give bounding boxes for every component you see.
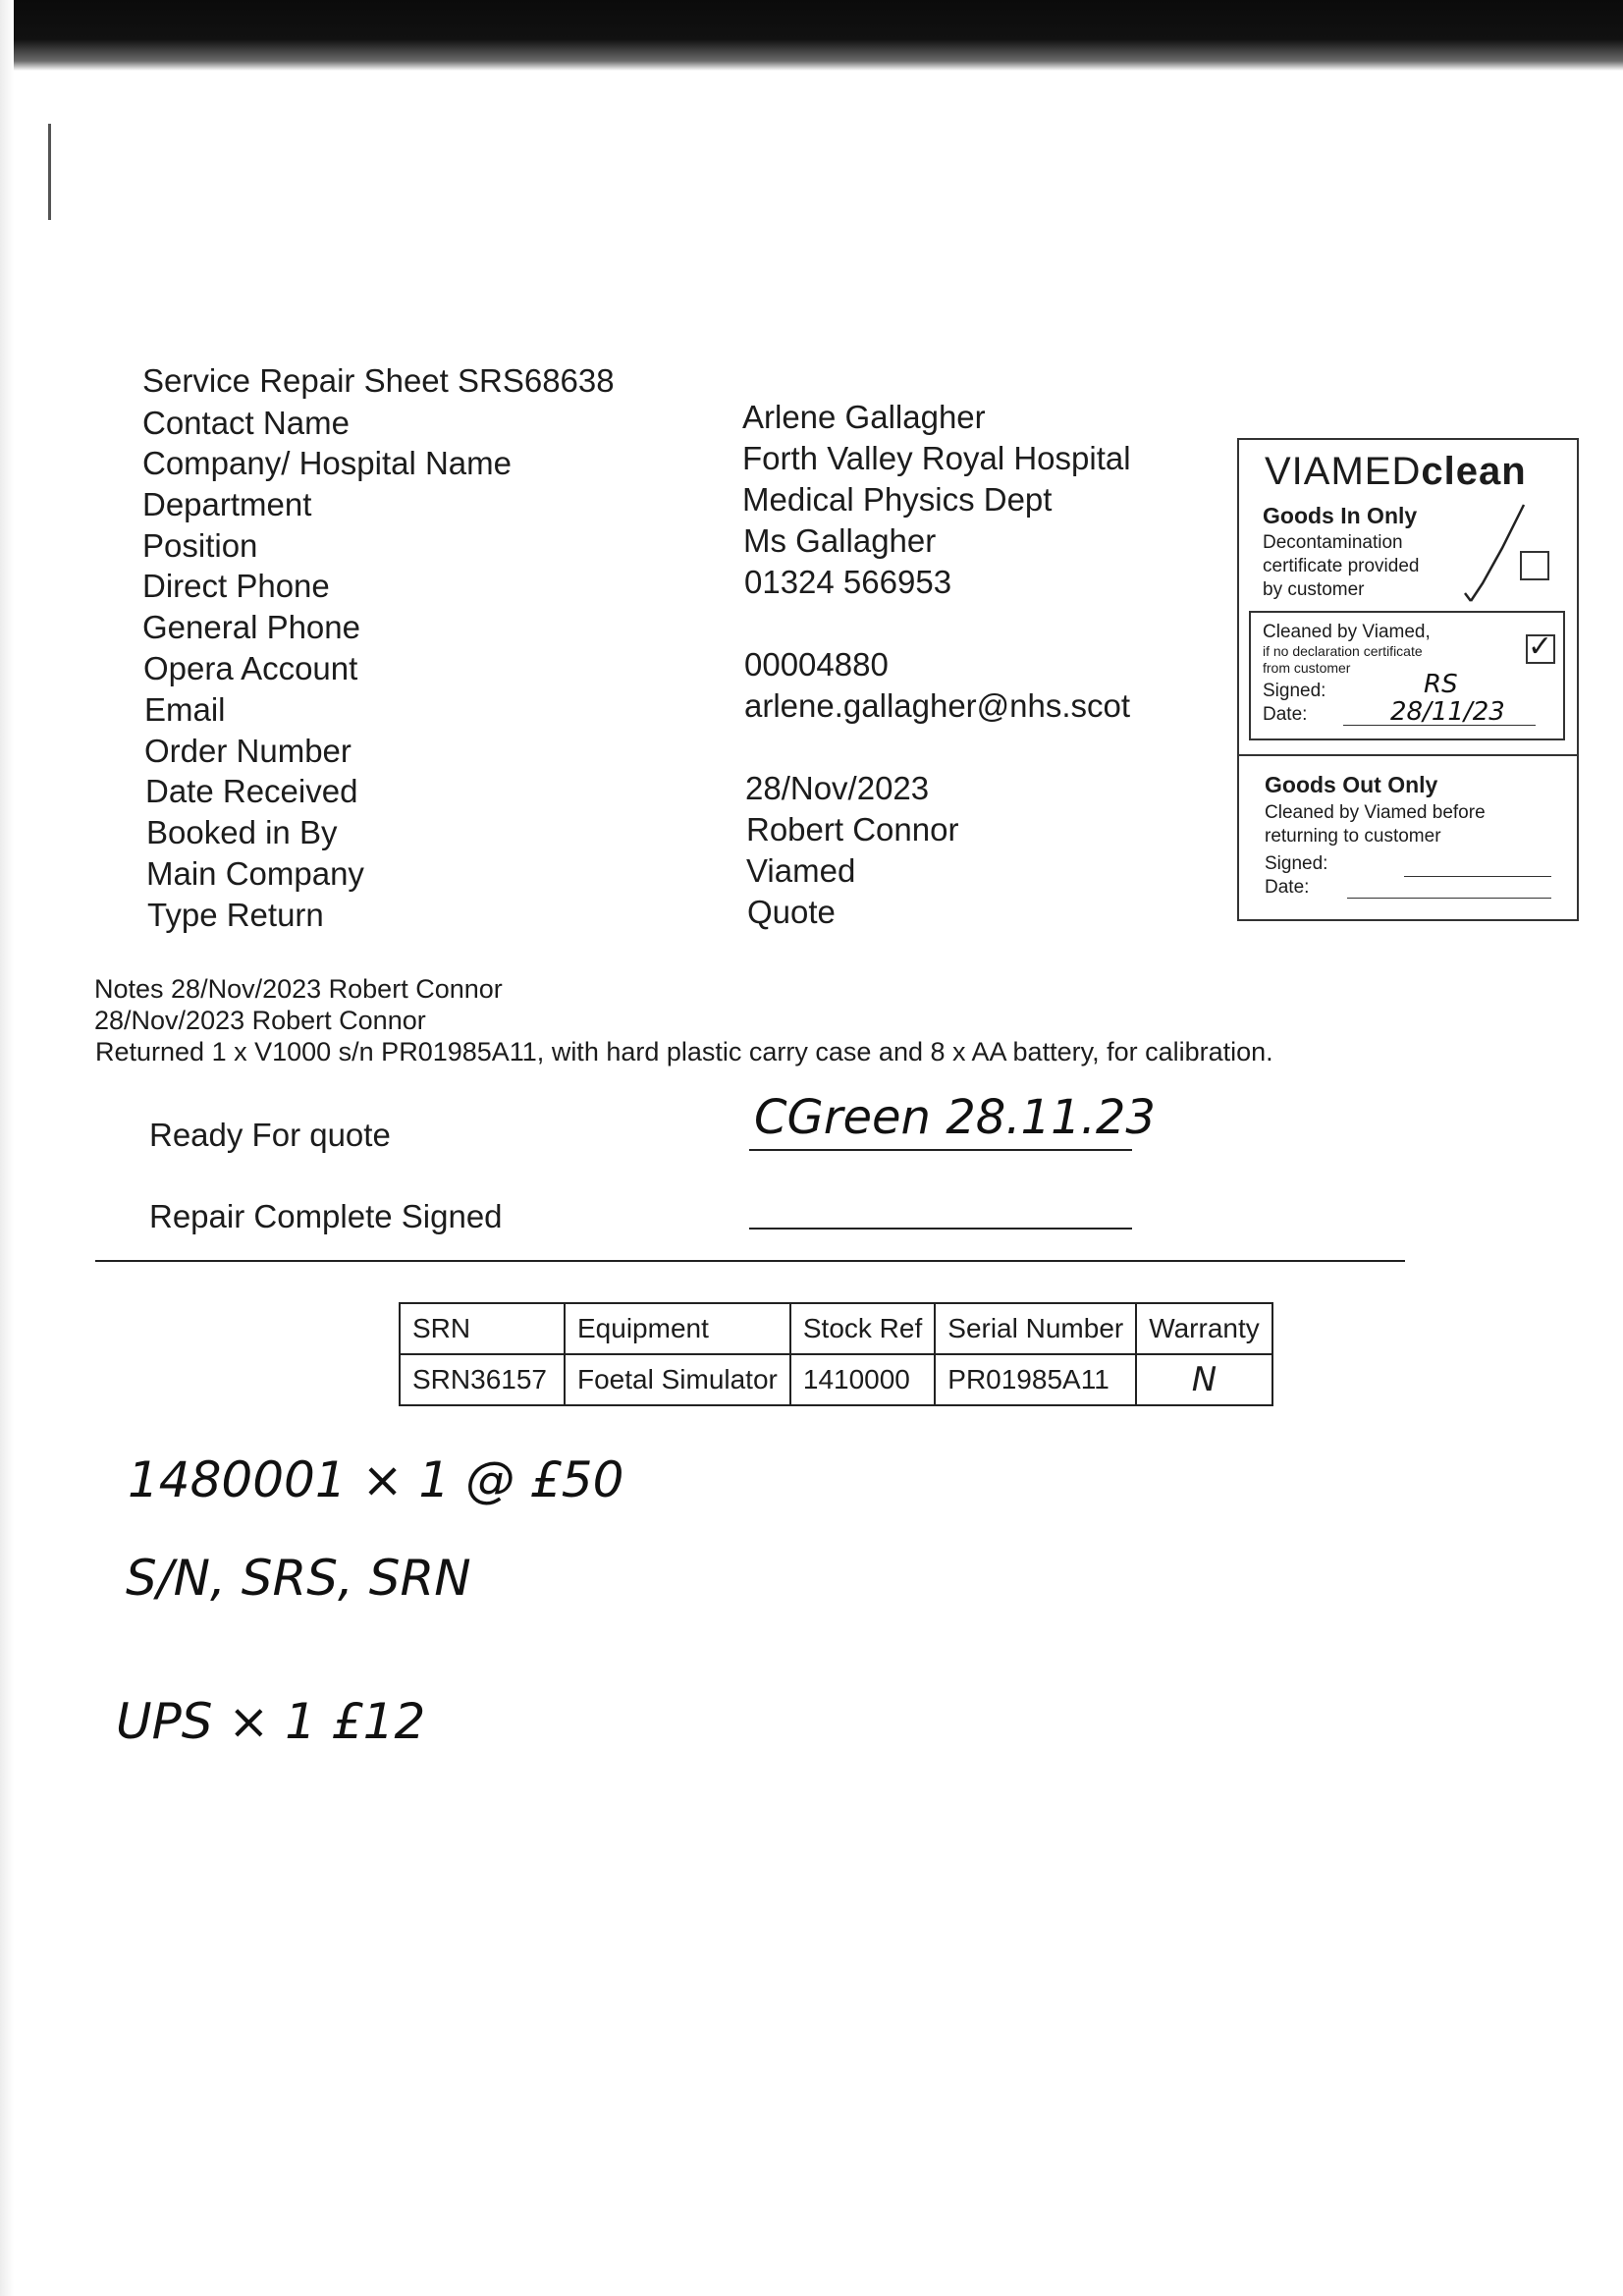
label-order-number: Order Number — [144, 733, 352, 769]
value-company: Forth Valley Royal Hospital — [742, 440, 1131, 476]
label-contact-name: Contact Name — [142, 405, 350, 441]
value-date-received: 28/Nov/2023 — [745, 770, 930, 806]
decon-line-2: certificate provided — [1263, 556, 1420, 576]
in-date-label: Date: — [1263, 704, 1308, 725]
header-equipment: Equipment — [565, 1303, 790, 1354]
label-main-company: Main Company — [146, 855, 364, 892]
out-line-2: returning to customer — [1265, 826, 1441, 847]
stamp-divider — [1239, 754, 1577, 756]
equipment-table — [399, 1302, 1273, 1406]
value-direct-phone: 01324 566953 — [744, 564, 952, 600]
label-email: Email — [144, 691, 226, 728]
decon-line-3: by customer — [1263, 579, 1365, 600]
label-date-received: Date Received — [145, 773, 358, 809]
cell-stock-ref: 1410000 — [790, 1354, 935, 1405]
ready-signature: CGreen 28.11.23 — [754, 1090, 1156, 1145]
header-serial-number: Serial Number — [935, 1303, 1136, 1354]
in-signed-label: Signed: — [1263, 681, 1326, 701]
no-decl-line-1: if no declaration certificate — [1263, 643, 1423, 659]
header-srn: SRN — [400, 1303, 565, 1354]
goods-in-heading: Goods In Only — [1263, 503, 1418, 528]
sheet-title: Service Repair Sheet SRS68638 — [142, 362, 615, 399]
value-booked-in-by: Robert Connor — [746, 811, 959, 847]
notes-line-1: Notes 28/Nov/2023 Robert Connor — [94, 974, 503, 1004]
label-general-phone: General Phone — [142, 609, 360, 645]
ready-for-quote-label: Ready For quote — [149, 1117, 391, 1153]
scan-left-edge — [0, 0, 14, 2296]
value-email: arlene.gallagher@nhs.scot — [744, 687, 1131, 724]
repair-complete-signature-line — [749, 1228, 1132, 1230]
header-stock-ref: Stock Ref — [790, 1303, 935, 1354]
stamp-brand: VIAMEDclean — [1265, 450, 1527, 493]
table-header-row — [400, 1303, 1272, 1354]
notes-line-3: Returned 1 x V1000 s/n PR01985A11, with hard plastic carry case and 8 x AA battery, for calibration. — [95, 1037, 1273, 1066]
handwritten-line-3: UPS × 1 £12 — [116, 1693, 426, 1750]
goods-out-heading: Goods Out Only — [1265, 772, 1438, 797]
repair-complete-label: Repair Complete Signed — [149, 1198, 503, 1234]
handwritten-line-1: 1480001 × 1 @ £50 — [128, 1451, 624, 1508]
value-main-company: Viamed — [746, 852, 856, 889]
in-signed-value: RS — [1424, 670, 1458, 699]
label-position: Position — [142, 527, 258, 564]
cleaned-line: Cleaned by Viamed, — [1263, 622, 1431, 642]
cleaned-by-viamed-box — [1249, 611, 1565, 740]
notes-line-2: 28/Nov/2023 Robert Connor — [94, 1006, 426, 1035]
section-divider — [95, 1260, 1405, 1262]
value-position: Ms Gallagher — [743, 522, 937, 559]
header-warranty: Warranty — [1136, 1303, 1272, 1354]
label-company: Company/ Hospital Name — [142, 445, 512, 481]
value-type-return: Quote — [747, 894, 836, 930]
cleaned-check-mark: ✓ — [1528, 630, 1553, 663]
out-signed-line — [1404, 876, 1551, 877]
out-signed-label: Signed: — [1265, 853, 1328, 874]
label-direct-phone: Direct Phone — [142, 568, 330, 604]
viamed-clean-stamp — [1237, 438, 1579, 921]
out-line-1: Cleaned by Viamed before — [1265, 802, 1486, 823]
no-decl-line-2: from customer — [1263, 660, 1351, 676]
value-department: Medical Physics Dept — [742, 481, 1053, 518]
cell-equipment: Foetal Simulator — [565, 1354, 790, 1405]
label-department: Department — [142, 486, 312, 522]
label-type-return: Type Return — [147, 897, 324, 933]
scan-mark — [48, 124, 51, 220]
out-date-line — [1347, 898, 1551, 899]
out-date-label: Date: — [1265, 877, 1310, 898]
label-opera-account: Opera Account — [143, 650, 358, 686]
decon-line-1: Decontamination — [1263, 532, 1403, 553]
cell-serial-number: PR01985A11 — [935, 1354, 1136, 1405]
scan-top-edge — [0, 0, 1623, 71]
value-opera-account: 00004880 — [744, 646, 889, 683]
cell-warranty: N — [1136, 1354, 1272, 1405]
label-booked-in-by: Booked in By — [146, 814, 338, 850]
cell-srn: SRN36157 — [400, 1354, 565, 1405]
value-contact-name: Arlene Gallagher — [742, 399, 986, 435]
in-date-value: 28/11/23 — [1390, 697, 1505, 727]
ready-signature-line — [749, 1149, 1132, 1151]
table-row — [400, 1354, 1272, 1405]
handwritten-line-2: S/N, SRS, SRN — [126, 1550, 471, 1607]
decon-tick-mark — [1463, 499, 1532, 607]
